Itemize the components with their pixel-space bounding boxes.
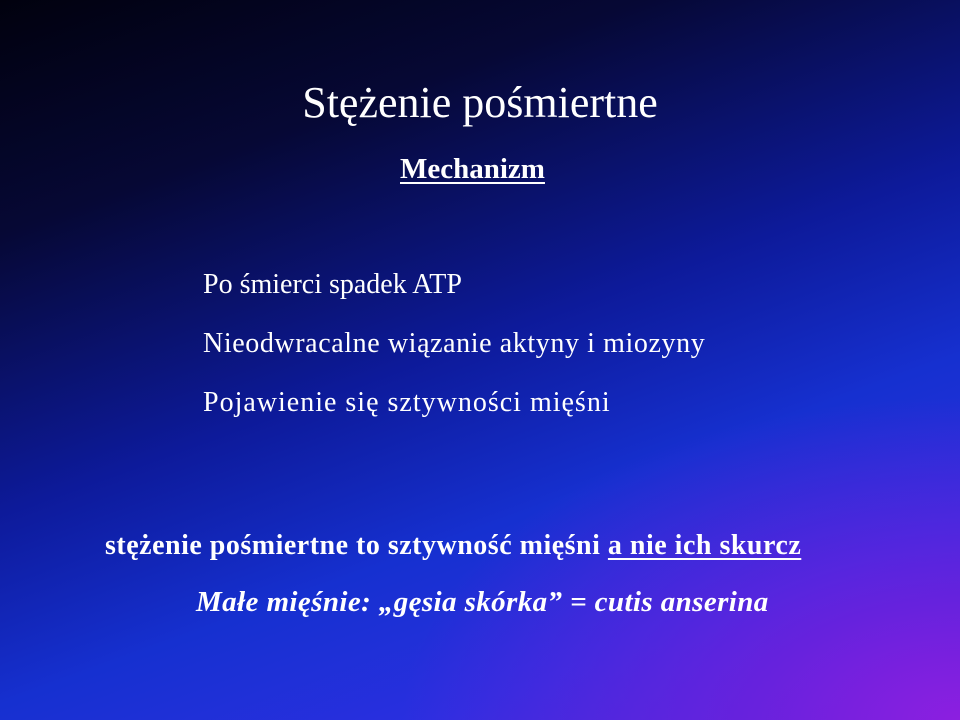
key-statement-lead: stężenie pośmiertne to sztywność mięśni	[105, 530, 608, 561]
list-item: Nieodwracalne wiązanie aktyny i miozyny	[203, 328, 706, 359]
key-statement-emphasis: a nie ich skurcz	[607, 530, 802, 561]
list-item: Pojawienie się sztywności mięśni	[203, 387, 611, 418]
list-item: Po śmierci spadek ATP	[203, 269, 462, 300]
slide-title: Stężenie pośmiertne	[302, 78, 658, 127]
slide-subtitle: Mechanizm	[400, 153, 545, 185]
footnote: Małe mięśnie: „gęsia skórka” = cutis anserina	[196, 586, 769, 618]
key-statement	[105, 529, 801, 563]
